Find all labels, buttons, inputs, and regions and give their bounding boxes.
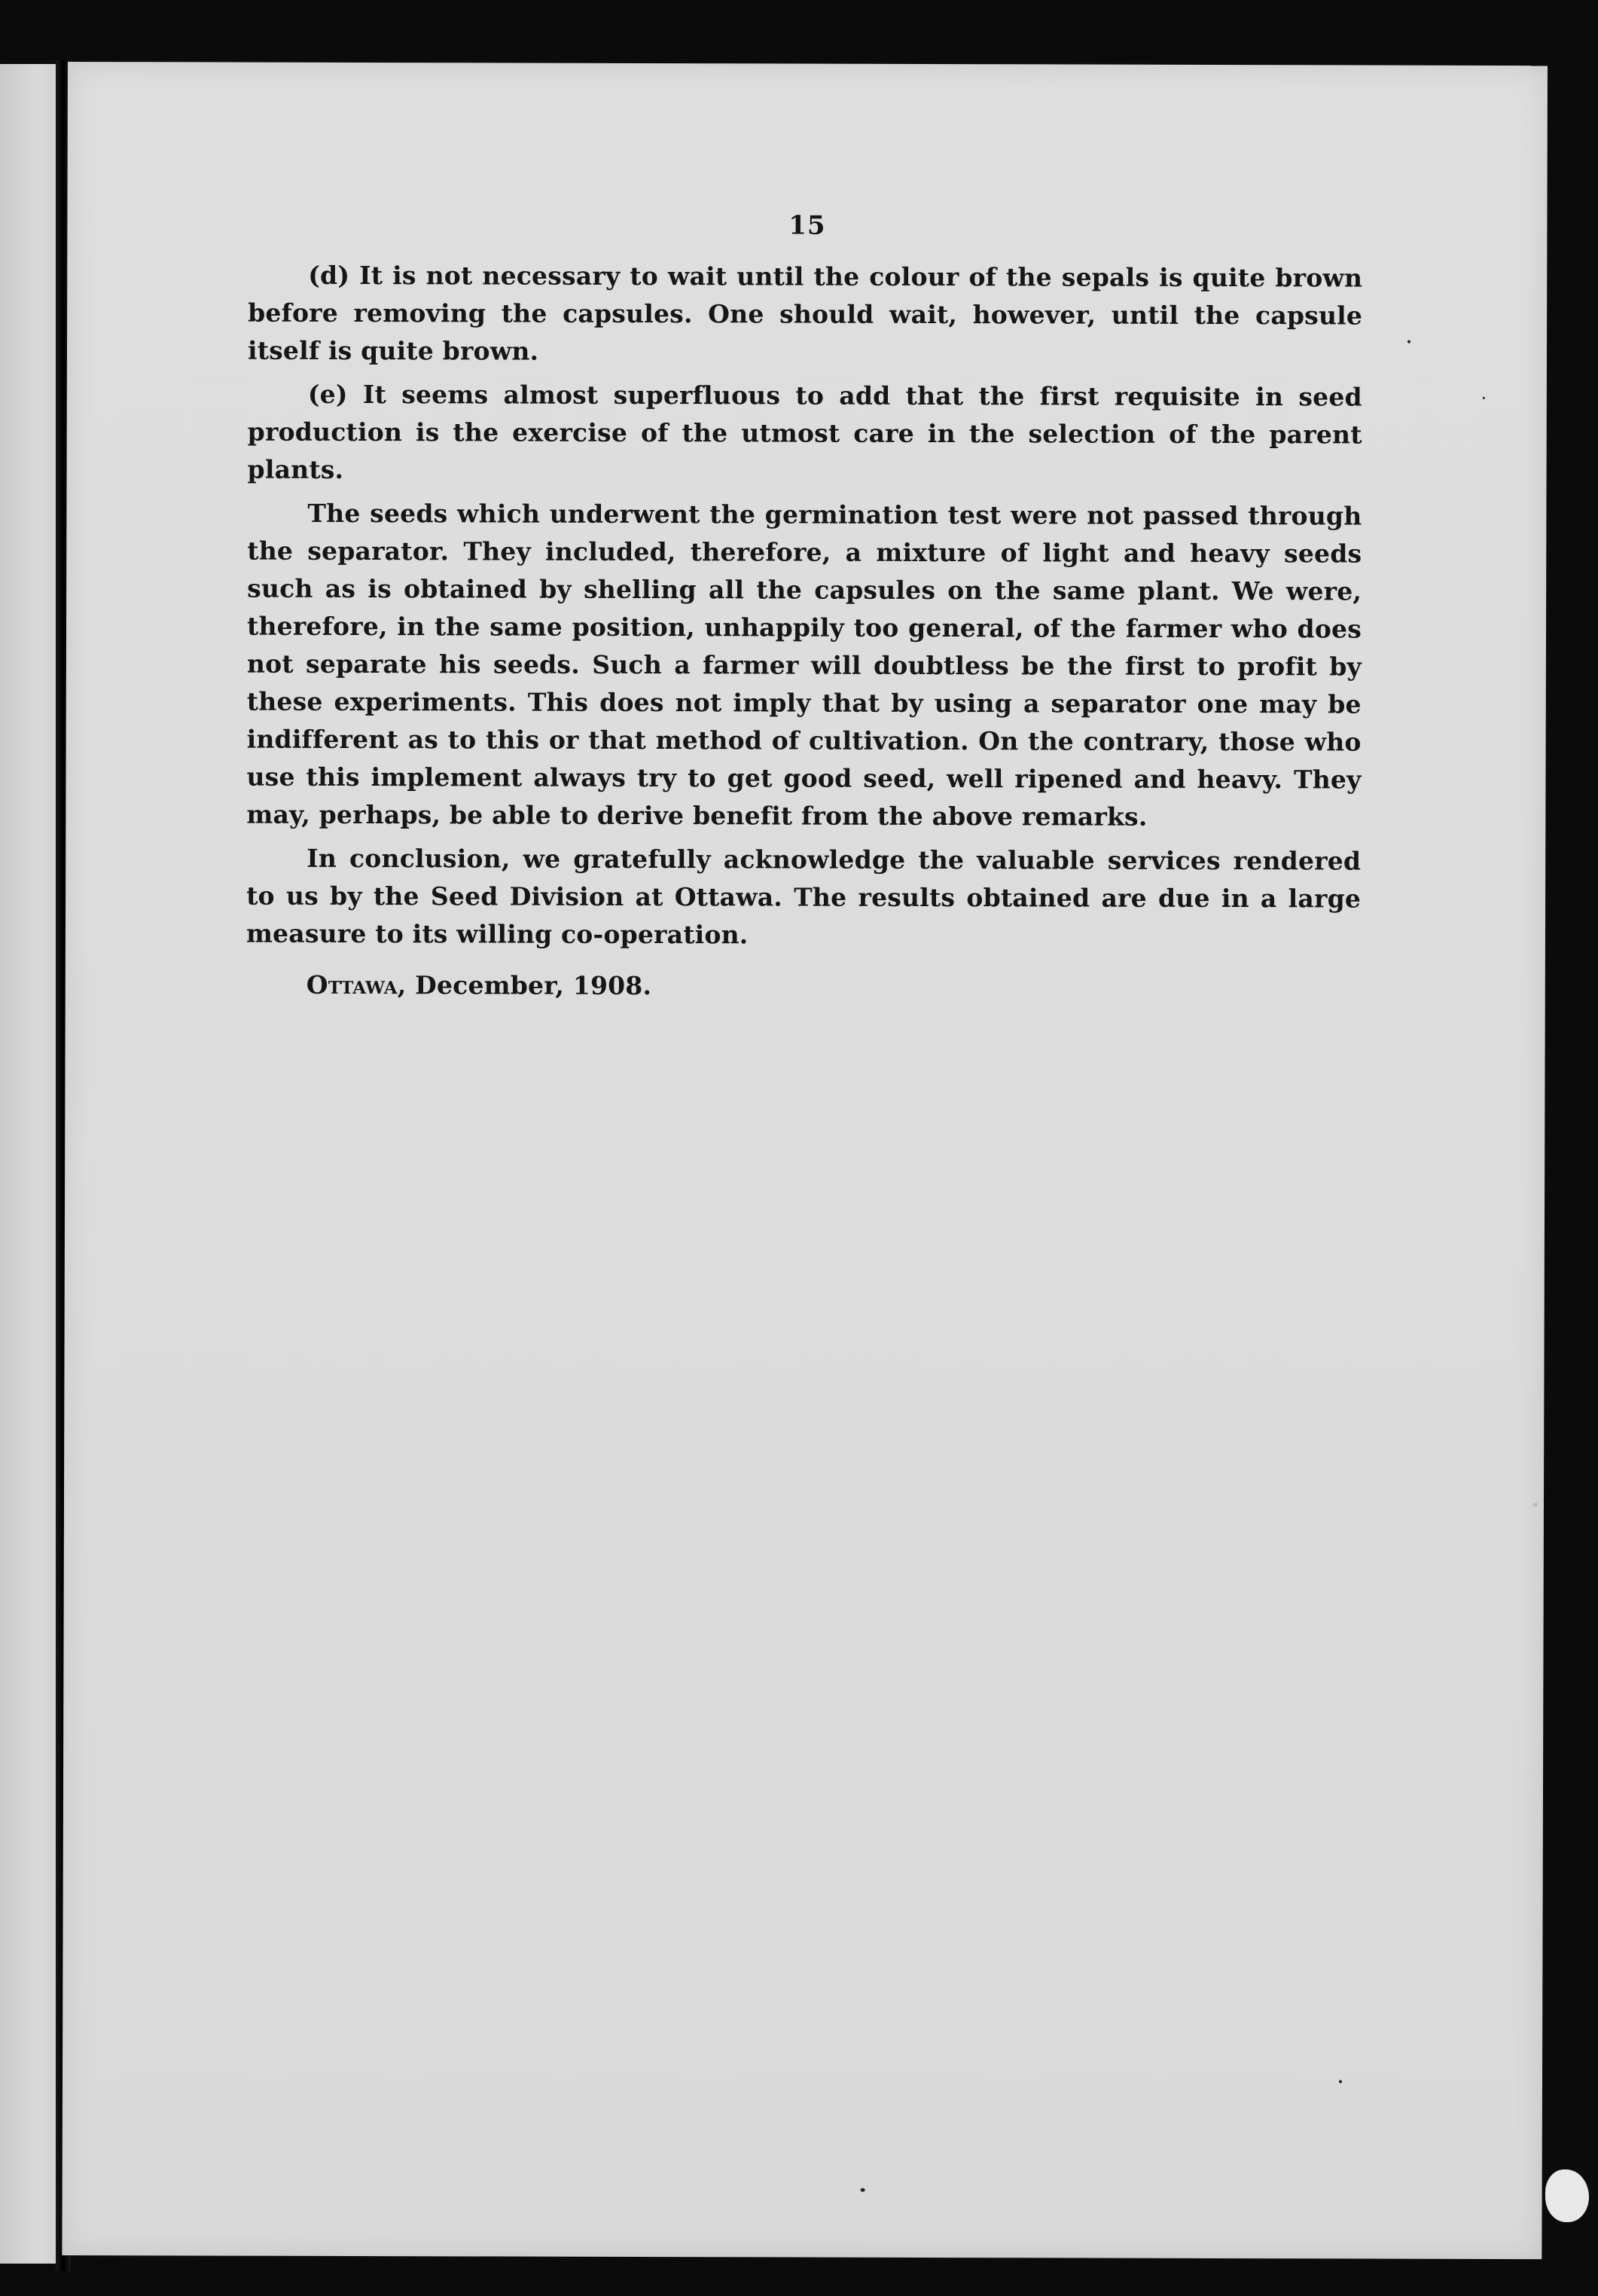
signoff-place: Ottawa <box>306 969 398 1000</box>
paragraph-d: (d) It is not necessary to wait until the colour of the sepals is quite brown before removing the capsules. One should wait, however, until the capsule itself is quite brown. <box>247 260 1363 366</box>
dust-speck <box>1339 2080 1342 2083</box>
signoff-line <box>246 966 1361 1007</box>
signoff-date: , December, 1908. <box>397 970 652 1001</box>
dust-speck <box>1532 1503 1538 1507</box>
document-page <box>62 62 1548 2259</box>
scanner-artifact <box>1545 2169 1589 2222</box>
previous-page-edge <box>0 64 63 2264</box>
dust-speck <box>861 2188 865 2192</box>
dust-speck <box>1407 340 1410 343</box>
paragraph-e: (e) It seems almost superfluous to add that the first requisite in seed production is the exercise of the utmost care in the selection of the parent plants. <box>247 379 1362 484</box>
paragraph-conclusion: In conclusion, we gratefully acknowledge the valuable services rendered to us by the Seed Division at Ottawa. The results obtained are due in a large measure to its willing co-operation. <box>245 843 1362 950</box>
body-text <box>246 257 1363 1007</box>
dust-speck <box>1483 397 1485 399</box>
paragraph-germination: The seeds which underwent the germination test were not passed through the separator. They included, therefore, a mixture of light and heavy seeds such as is obtained by shelling all the capsules on the same plant. We were, therefore, in the same position, unhappily too general, of the farmer who does not separate his seeds. Such a farmer will doubtless be the first to profit by these experiments. This does not imply that by using a separator one may be indifferent as to this or that method of cultivation. On the contrary, those who use this implement always try to get good seed, well ripened and heavy. They may, perhaps, be able to derive benefit from the above remarks. <box>246 498 1362 832</box>
page-number: 15 <box>788 210 826 241</box>
